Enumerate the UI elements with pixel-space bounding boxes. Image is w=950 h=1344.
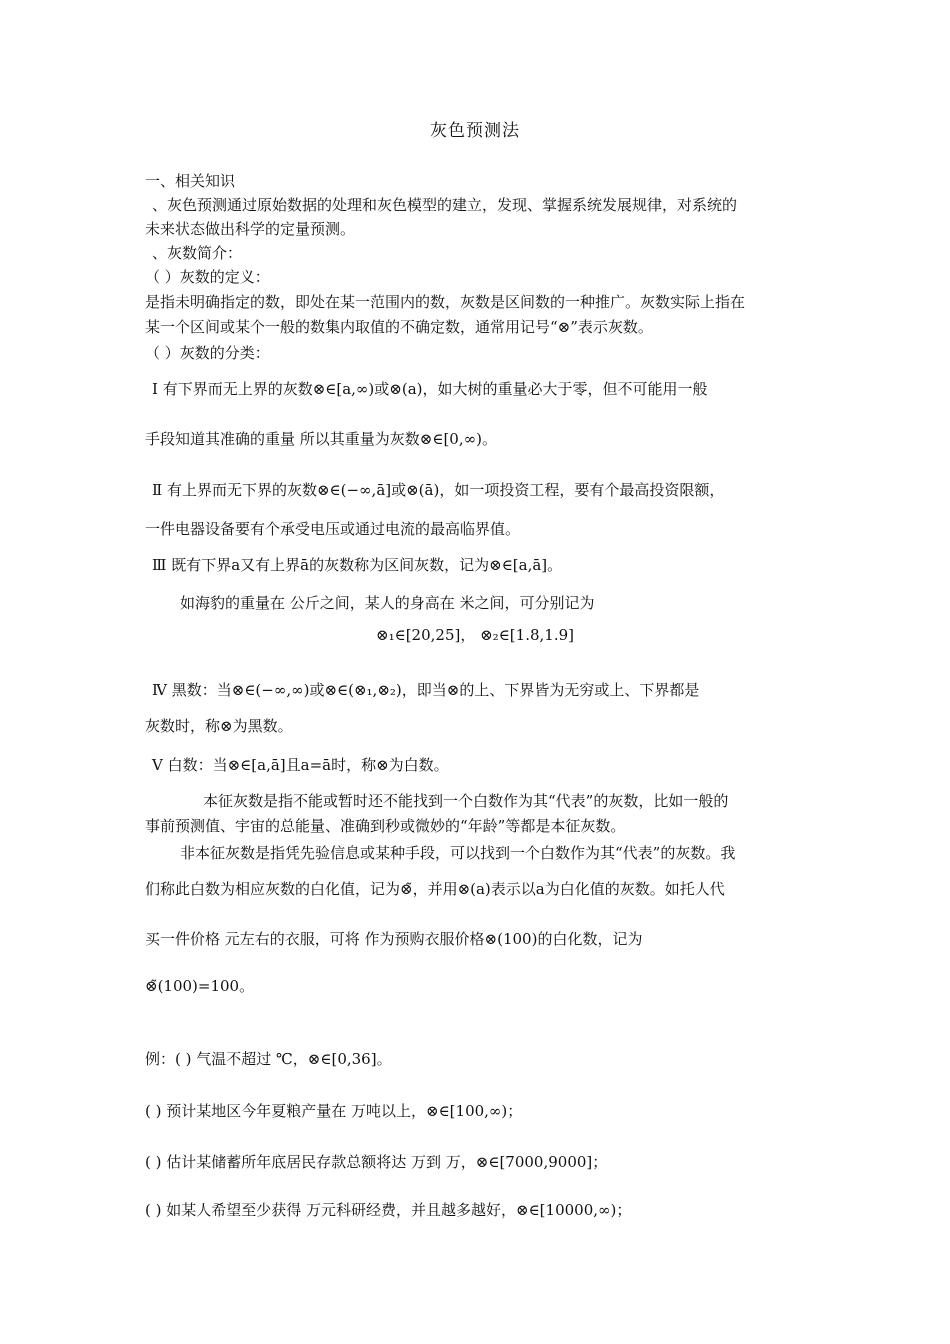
section-heading-related-knowledge: 一、相关知识	[145, 172, 236, 190]
example-one: 例：( ) 气温不超过 ℃，⊗∈[0,36]。	[145, 1050, 392, 1068]
section-heading-grey-number-intro: 、灰数简介：	[152, 244, 243, 262]
paragraph-intro-line1: 、灰色预测通过原始数据的处理和灰色模型的建立，发现、掌握系统发展规律，对系统的	[152, 196, 738, 214]
class-four-line1: Ⅳ 黑数：当⊗∈(−∞,∞)或⊗∈(⊗₁,⊗₂)，即当⊗的上、下界皆为无穷或上、下界都是	[152, 681, 700, 699]
intrinsic-grey-paragraph-line2: 事前预测值、宇宙的总能量、准确到秒或微妙的“年龄”等都是本征灰数。	[145, 817, 626, 835]
example-three: ( ) 估计某储蓄所年底居民存款总额将达 万到 万，⊗∈[7000,9000]；	[145, 1153, 608, 1171]
paragraph-intro-line2: 未来状态做出科学的定量预测。	[145, 220, 356, 238]
class-two-line1: Ⅱ 有上界而无下界的灰数⊗∈(−∞,ā]或⊗(ā)，如一项投资工程，要有个最高投资限额，	[152, 481, 725, 499]
class-three-line: Ⅲ 既有下界a又有上界ā的灰数称为区间灰数，记为⊗∈[a,ā]。	[152, 556, 563, 574]
example-two: ( ) 预计某地区今年夏粮产量在 万吨以上，⊗∈[100,∞)；	[145, 1102, 523, 1120]
class-one-line2: 手段知道其准确的重量 所以其重量为灰数⊗∈[0,∞)。	[145, 430, 497, 448]
class-three-formula: ⊗₁∈[20,25]， ⊗₂∈[1.8,1.9]	[376, 626, 574, 644]
example-four: ( ) 如某人希望至少获得 万元科研经费，并且越多越好，⊗∈[10000,∞)；	[145, 1201, 632, 1219]
subsection-heading-classification: （ ）灰数的分类：	[145, 344, 270, 362]
class-three-example: 如海豹的重量在 公斤之间，某人的身高在 米之间，可分别记为	[180, 594, 595, 612]
non-intrinsic-paragraph-line3: 买一件价格 元左右的衣服，可将 作为预购衣服价格⊗(100)的白化数，记为	[145, 930, 643, 948]
page-title: 灰色预测法	[430, 121, 520, 141]
intrinsic-grey-paragraph-line1: 本征灰数是指不能或暂时还不能找到一个白数作为其“代表”的灰数，比如一般的	[203, 792, 729, 810]
class-four-line2: 灰数时，称⊗为黑数。	[145, 717, 293, 735]
non-intrinsic-paragraph-line1: 非本征灰数是指凭先验信息或某种手段，可以找到一个白数作为其“代表”的灰数。我	[180, 844, 736, 862]
non-intrinsic-paragraph-line4: ⊗̃(100)=100。	[145, 977, 255, 995]
paragraph-definition-line2: 某一个区间或某个一般的数集内取值的不确定数，通常用记号“⊗”表示灰数。	[145, 318, 653, 336]
class-one-line1: Ⅰ 有下界而无上界的灰数⊗∈[a,∞)或⊗(a)，如大树的重量必大于零，但不可能用一般	[152, 380, 708, 398]
subsection-heading-definition: （ ）灰数的定义：	[145, 268, 270, 286]
non-intrinsic-paragraph-line2: 们称此白数为相应灰数的白化值，记为⊗̃，并用⊗(a)表示以a为白化值的灰数。如托人代	[145, 880, 725, 898]
class-two-line2: 一件电器设备要有个承受电压或通过电流的最高临界值。	[145, 520, 521, 538]
class-five-line: Ⅴ 白数：当⊗∈[a,ā]且a=ā时，称⊗为白数。	[152, 756, 449, 774]
paragraph-definition-line1: 是指未明确指定的数，即处在某一范围内的数，灰数是区间数的一种推广。灰数实际上指在	[145, 293, 746, 311]
